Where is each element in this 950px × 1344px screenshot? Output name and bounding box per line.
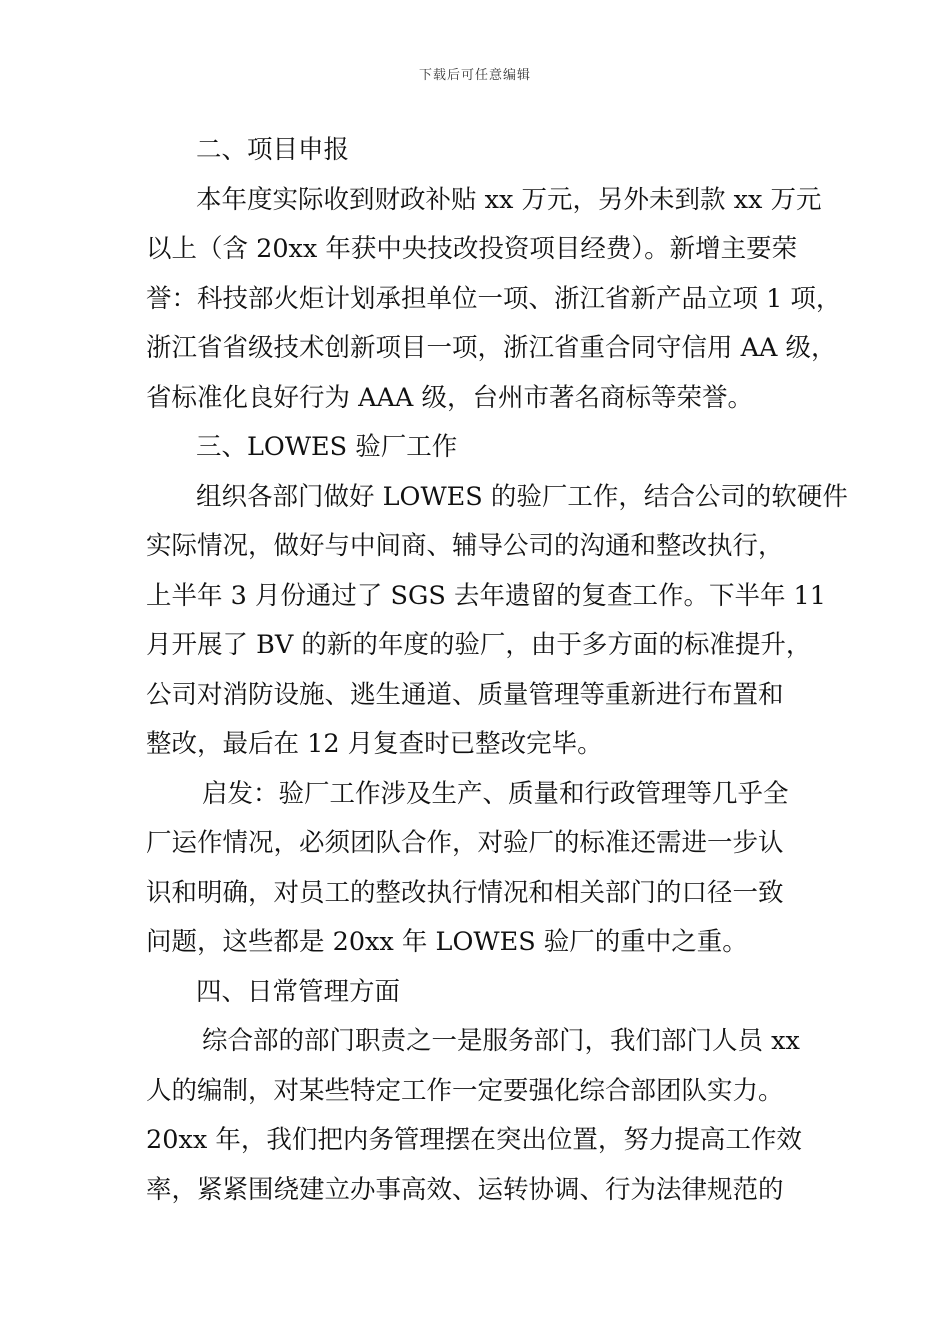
paragraph-line: 本年度实际收到财政补贴 xx 万元，另外未到款 xx 万元	[196, 184, 822, 215]
section-heading: 三、LOWES 验厂工作	[196, 432, 458, 462]
paragraph	[146, 473, 848, 770]
paragraph-line: 公司对消防设施、逃生通道、质量管理等重新进行布置和	[146, 679, 784, 710]
section-project-application	[146, 126, 842, 423]
paragraph-line: 实际情况，做好与中间商、辅导公司的沟通和整改执行，	[146, 531, 784, 561]
paragraph-line: 20xx 年，我们把内务管理摆在突出位置，努力提高工作效	[146, 1125, 802, 1155]
page-header: 下载后可任意编辑	[418, 68, 531, 83]
paragraph-line: 综合部的部门职责之一是服务部门，我们部门人员 xx	[202, 1026, 800, 1056]
paragraph	[146, 1017, 826, 1215]
section-daily-management	[146, 968, 826, 1216]
paragraph-line: 人的编制，对某些特定工作一定要强化综合部团队实力。	[146, 1075, 784, 1106]
paragraph-line: 识和明确，对员工的整改执行情况和相关部门的口径一致	[146, 877, 784, 908]
section-lowes-audit	[146, 423, 848, 968]
paragraph-line: 省标准化良好行为 AAA 级，台州市著名商标等荣誉。	[146, 382, 753, 413]
section-heading: 四、日常管理方面	[196, 976, 401, 1007]
paragraph-line: 整改，最后在 12 月复查时已整改完毕。	[146, 729, 603, 759]
section-heading: 二、项目申报	[196, 135, 350, 165]
paragraph-line: 浙江省省级技术创新项目一项，浙江省重合同守信用 AA 级，	[146, 333, 837, 363]
paragraph-line: 上半年 3 月份通过了 SGS 去年遗留的复查工作。下半年 11	[146, 580, 827, 611]
paragraph-line: 率，紧紧围绕建立办事高效、运转协调、行为法律规范的	[146, 1174, 784, 1205]
paragraph-line: 组织各部门做好 LOWES 的验厂工作，结合公司的软硬件	[196, 481, 848, 512]
paragraph-line: 月开展了 BV 的新的年度的验厂，由于多方面的标准提升，	[146, 630, 812, 660]
paragraph	[146, 176, 842, 424]
paragraph-line: 问题，这些都是 20xx 年 LOWES 验厂的重中之重。	[146, 927, 748, 957]
paragraph-line: 厂运作情况，必须团队合作，对验厂的标准还需进一步认	[146, 828, 784, 858]
paragraph-line: 启发：验厂工作涉及生产、质量和行政管理等几乎全	[202, 778, 789, 809]
paragraph-line: 誉：科技部火炬计划承担单位一项、浙江省新产品立项 1 项，	[146, 283, 842, 314]
paragraph-line: 以上（含 20xx 年获中央技改投资项目经费）。新增主要荣	[146, 234, 798, 264]
document-body	[146, 126, 848, 1215]
paragraph	[146, 770, 826, 968]
